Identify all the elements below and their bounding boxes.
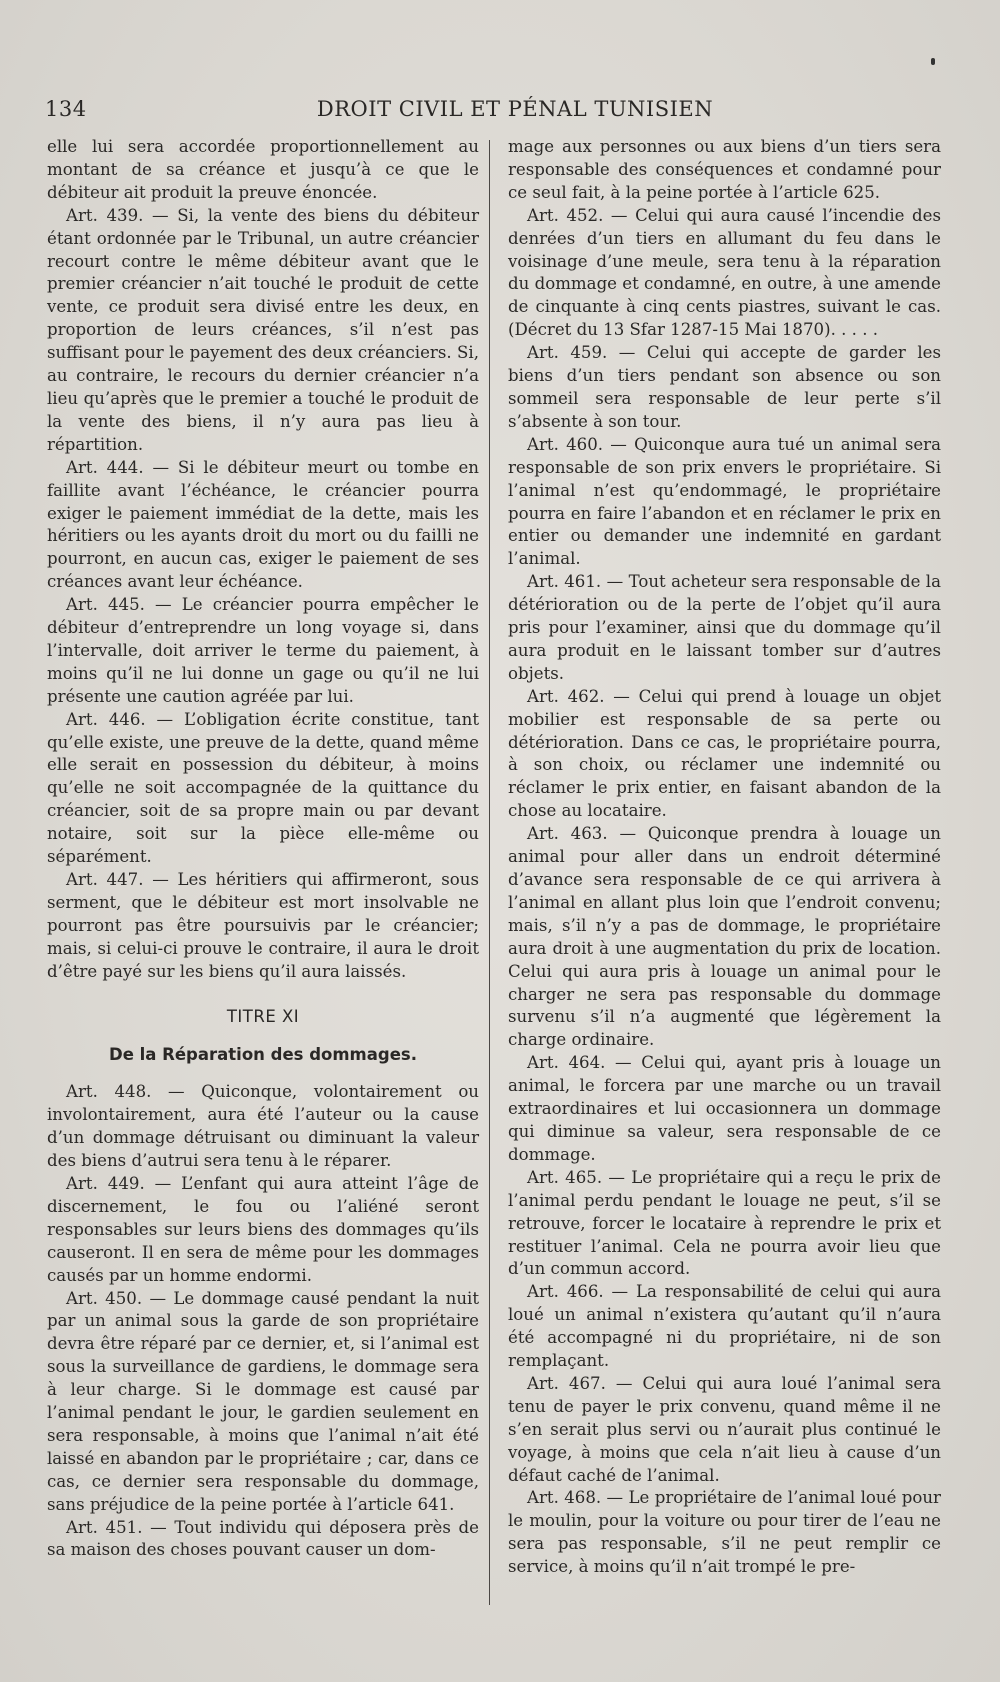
paragraph: mage aux personnes ou aux biens d’un tiers sera responsable des conséquences et condamné pour ce seul fait, à la peine portée à l’article 625. — [508, 137, 941, 202]
ink-speck — [931, 58, 935, 65]
article-449: Art. 449. — L’enfant qui aura atteint l’âge de discernement, le fou ou l’aliéné seront responsables sur leurs biens des dommages qu’ils causeront. Il en sera de même pour les dommages causés par un homme endormi. — [47, 1173, 479, 1285]
article-439: Art. 439. — Si, la vente des biens du débiteur étant ordonnée par le Tribunal, un autre créancier recourt contre le même débiteur avant que le premier créancier n’ait touché le produit de cette vente, ce produit sera divisé entre les deux, en proportion de leurs créances, s’il n’est pas suffisant pour le payement des deux créanciers. Si, au contraire, le recours du dernier créancier n’a lieu qu’après que le premier a touché le produit de la vente des biens, il n’y aura pas lieu à répartition. — [47, 205, 479, 454]
paragraph: elle lui sera accordée proportionnellement au montant de sa créance et jusqu’à ce que le débiteur ait produit la preuve énoncée. — [47, 137, 479, 202]
article-462: Art. 462. — Celui qui prend à louage un objet mobilier est responsable de sa perte ou détérioration. Dans ce cas, le propriétaire pourra, à son choix, ou réclamer une indemnité ou réclamer le prix entier, en faisant abandon de la chose au locataire. — [508, 686, 941, 821]
left-column — [47, 136, 479, 1562]
article-446: Art. 446. — L’obligation écrite constitue, tant qu’elle existe, une preuve de la dette, quand même elle serait en possession du débiteur, à moins qu’elle ne soit accompagnée de la quittance du créancier, soit de sa propre main ou par devant notaire, soit sur la pièce elle-même ou séparément. — [47, 709, 479, 867]
article-461: Art. 461. — Tout acheteur sera responsable de la détérioration ou de la perte de l’objet qu’il aura pris pour l’examiner, ainsi que du dommage qu’il aura produit en le laissant tomber sur d’autres objets. — [508, 572, 941, 683]
page-number: 134 — [45, 97, 87, 121]
article-451: Art. 451. — Tout individu qui déposera près de sa maison des choses pouvant causer un dom- — [47, 1517, 479, 1560]
page-header — [45, 97, 955, 127]
section-subtitle: De la Réparation des dommages. — [109, 1045, 417, 1065]
article-459: Art. 459. — Celui qui accepte de garder les biens d’un tiers pendant son absence ou son sommeil sera responsable de leur perte s’il s’absente à son tour. — [508, 343, 941, 431]
article-444: Art. 444. — Si le débiteur meurt ou tombe en faillite avant l’échéance, le créancier pourra exiger le paiement immédiat de la dette, mais les héritiers ou les ayants droit du mort ou du failli ne pourront, en aucun cas, exiger le paiement de ses créances avant leur échéance. — [47, 457, 479, 592]
article-463: Art. 463. — Quiconque prendra à louage un animal pour aller dans un endroit déterminé d’avance sera responsable de ce qui arrivera à l’animal en allant plus loin que l’endroit convenu; mais, s’il n’y a pas de dommage, le propriétaire aura droit à une augmentation du prix de location. Celui qui aura pris à louage un animal pour le charger ne sera pas responsable du dommage survenu s’il n’a augmenté que légèrement la charge ordinaire. — [508, 824, 941, 1050]
running-title: DROIT CIVIL ET PÉNAL TUNISIEN — [316, 97, 714, 121]
article-452: Art. 452. — Celui qui aura causé l’incendie des denrées d’un tiers en allumant du feu dans le voisinage d’une meule, sera tenu à la réparation du dommage et condamné, en outre, à une amende de cinquante à cinq cents piastres, suivant le cas. (Décret du 13 Sfar 1287-15 Mai 1870). . . . . — [508, 205, 941, 340]
article-460: Art. 460. — Quiconque aura tué un animal sera responsable de son prix envers le propriétaire. Si l’animal n’est qu’endommagé, le propriétaire pourra en faire l’abandon et en réclamer le prix en entier ou demander une indemnité en gardant l’animal. — [508, 434, 941, 569]
article-450: Art. 450. — Le dommage causé pendant la nuit par un animal sous la garde de son propriétaire devra être réparé par ce dernier, et, si l’animal est sous la surveillance de gardiens, le dommage sera à leur charge. Si le dommage est causé par l’animal pendant le jour, le gardien seulement en sera responsable, à moins que l’animal n’ait été laissé en abandon par le propriétaire ; car, dans ce cas, ce dernier sera responsable du dommage, sans préjudice de la peine portée à l’article 641. — [47, 1288, 479, 1514]
article-464: Art. 464. — Celui qui, ayant pris à louage un animal, le forcera par une marche ou un travail extraordinaires et lui occasionnera un dommage qui diminue sa valeur, sera responsable de ce dommage. — [508, 1053, 941, 1164]
section-heading — [47, 1006, 479, 1068]
article-467: Art. 467. — Celui qui aura loué l’animal sera tenu de payer le prix convenu, quand même il ne s’en serait plus servi ou n’aurait plus continué le voyage, à moins que cela n’ait lieu à cause d’un défaut caché de l’animal. — [508, 1373, 941, 1485]
section-title: TITRE XI — [226, 1006, 300, 1026]
article-468: Art. 468. — Le propriétaire de l’animal loué pour le moulin, pour la voiture ou pour tirer de l’eau ne sera pas responsable, s’il ne peut remplir ce service, à moins qu’il n’ait trompé le pre- — [508, 1488, 941, 1577]
article-466: Art. 466. — La responsabilité de celui qui aura loué un animal n’existera qu’autant qu’il n’aura été accompagné ni du propriétaire, ni de son remplaçant. — [508, 1282, 941, 1371]
right-column — [508, 136, 941, 1579]
column-divider — [489, 140, 490, 1605]
article-445: Art. 445. — Le créancier pourra empêcher le débiteur d’entreprendre un long voyage si, dans l’intervalle, doit arriver le terme du paiement, à moins qu’il ne lui donne un gage ou qu’il ne lui présente une caution agréée par lui. — [47, 595, 479, 706]
article-447: Art. 447. — Les héritiers qui affirmeront, sous serment, que le débiteur est mort insolvable ne pourront pas être poursuivis par le créancier; mais, si celui-ci prouve le contraire, il aura le droit d’être payé sur les biens qu’il aura laissés. — [47, 870, 479, 981]
article-448: Art. 448. — Quiconque, volontairement ou involontairement, aura été l’auteur ou la cause d’un dommage détruisant ou diminuant la valeur des biens d’autrui sera tenu à le réparer. — [47, 1082, 479, 1171]
article-465: Art. 465. — Le propriétaire qui a reçu le prix de l’animal perdu pendant le louage ne peut, s’il se retrouve, forcer le locataire à reprendre le prix et restituer l’animal. Cela ne pourra avoir lieu que d’un commun accord. — [508, 1167, 941, 1279]
